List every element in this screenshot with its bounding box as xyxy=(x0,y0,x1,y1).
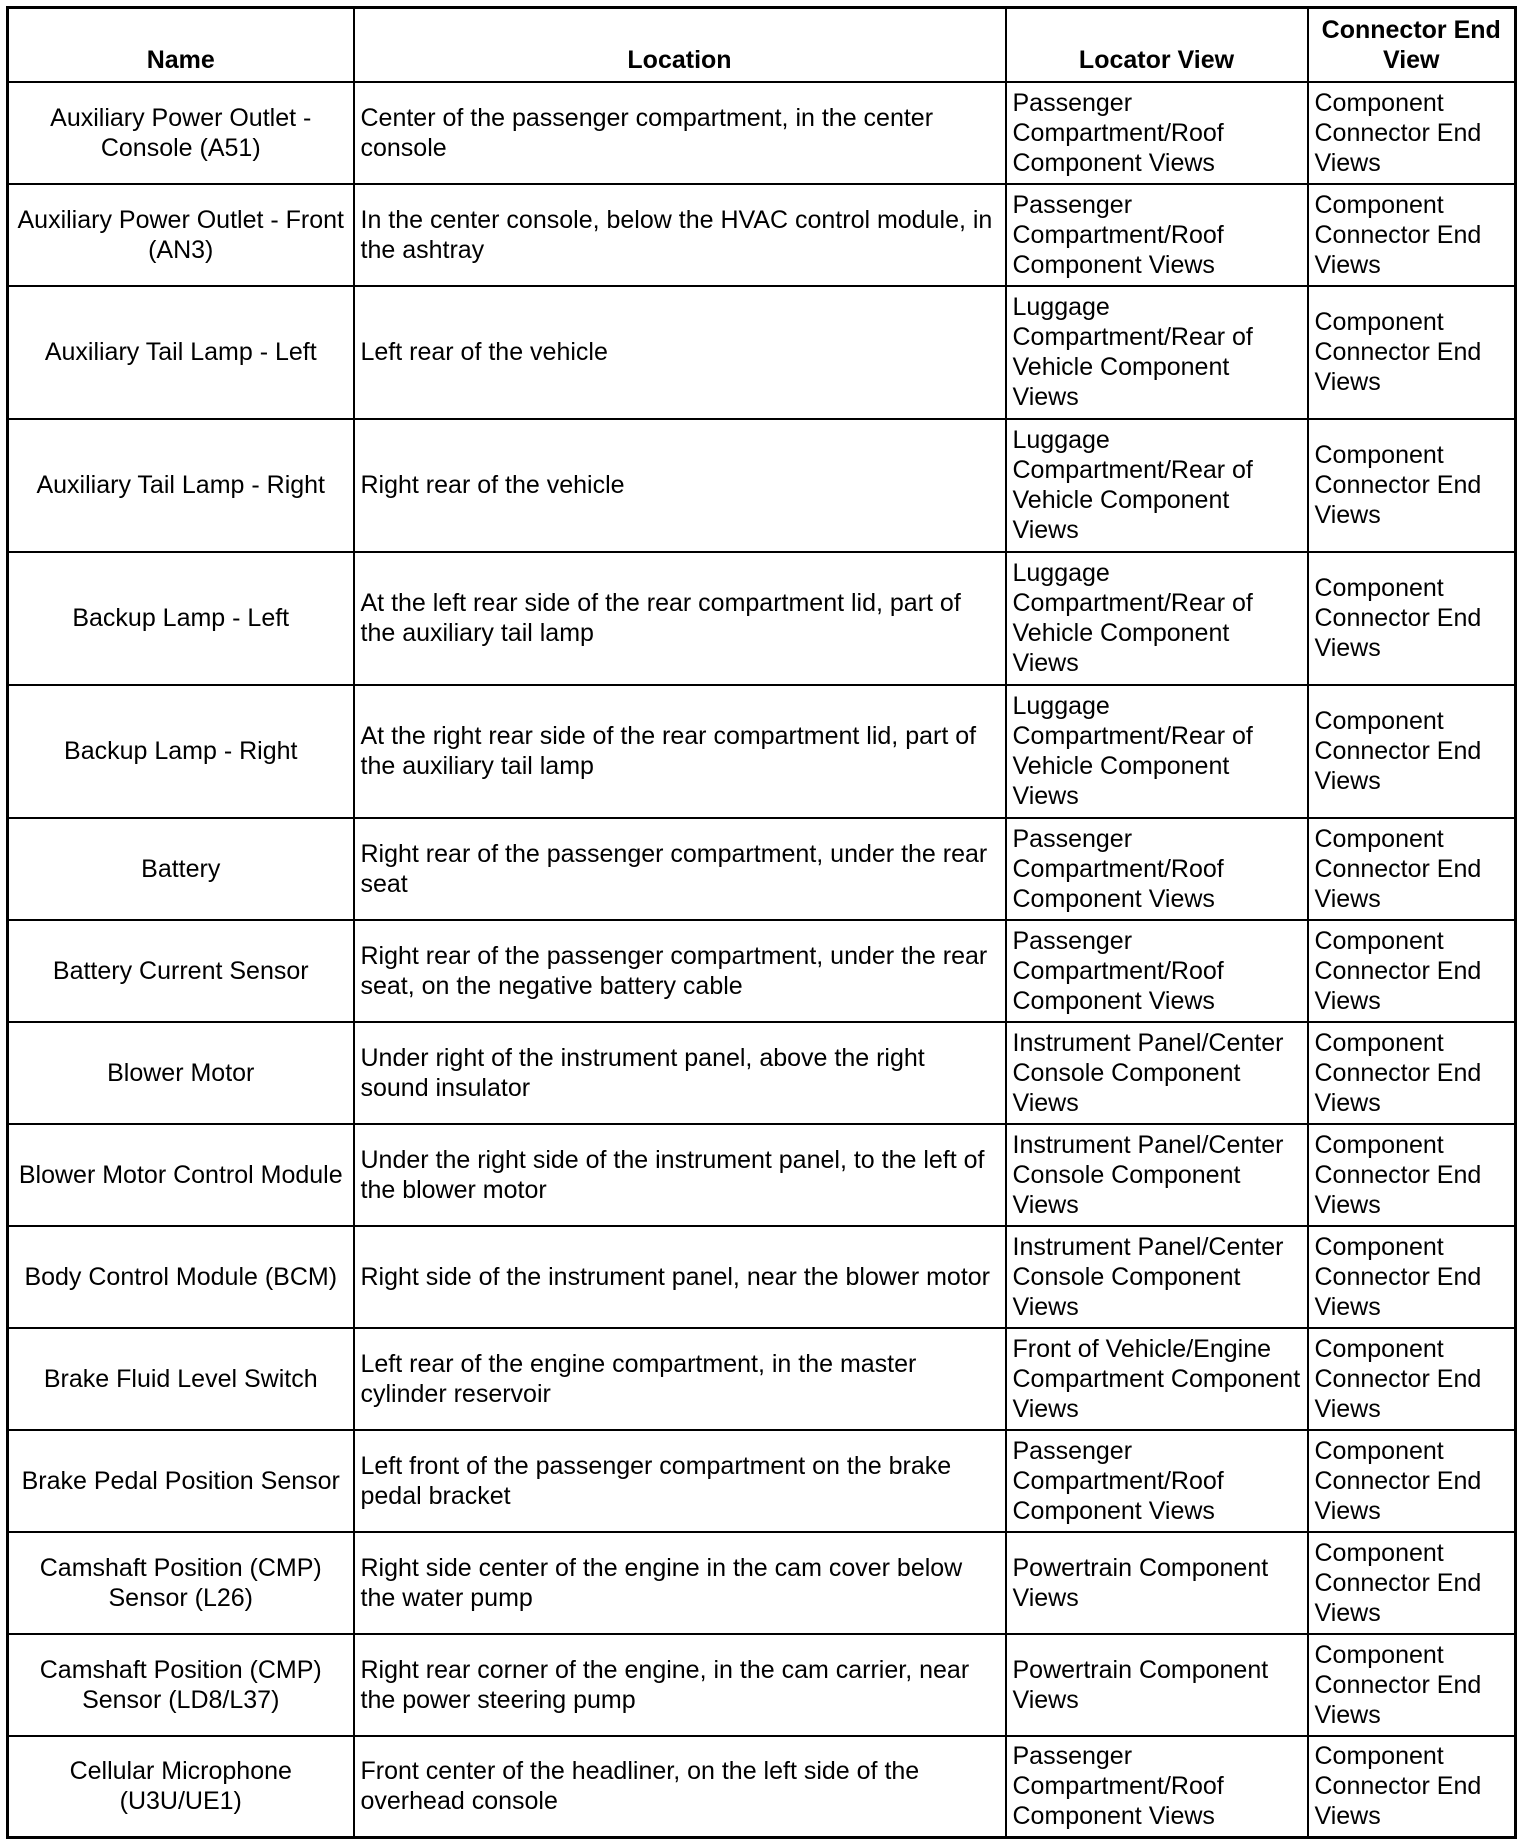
table-row xyxy=(8,1124,1516,1226)
cell-locator-view: Passenger Compartment/Roof Component Views xyxy=(1006,1736,1308,1838)
cell-locator-view: Powertrain Component Views xyxy=(1006,1532,1308,1634)
table-row xyxy=(8,1328,1516,1430)
header-row xyxy=(8,8,1516,82)
cell-locator-view: Passenger Compartment/Roof Component Views xyxy=(1006,818,1308,920)
table-row xyxy=(8,1736,1516,1838)
cell-connector-end-view: Component Connector End Views xyxy=(1308,920,1516,1022)
cell-locator-view: Passenger Compartment/Roof Component Views xyxy=(1006,920,1308,1022)
cell-locator-view: Passenger Compartment/Roof Component Views xyxy=(1006,1430,1308,1532)
cell-location: Left rear of the engine compartment, in the master cylinder reservoir xyxy=(354,1328,1006,1430)
cell-connector-end-view: Component Connector End Views xyxy=(1308,1124,1516,1226)
cell-location: Front center of the headliner, on the left side of the overhead console xyxy=(354,1736,1006,1838)
cell-name: Cellular Microphone (U3U/UE1) xyxy=(8,1736,354,1838)
table-row xyxy=(8,552,1516,685)
cell-name: Auxiliary Tail Lamp - Left xyxy=(8,286,354,419)
cell-location: Right rear of the passenger compartment, under the rear seat, on the negative battery cable xyxy=(354,920,1006,1022)
cell-name: Brake Fluid Level Switch xyxy=(8,1328,354,1430)
cell-connector-end-view: Component Connector End Views xyxy=(1308,1226,1516,1328)
cell-name: Backup Lamp - Left xyxy=(8,552,354,685)
cell-location: Right rear corner of the engine, in the cam carrier, near the power steering pump xyxy=(354,1634,1006,1736)
table-row xyxy=(8,1634,1516,1736)
cell-connector-end-view: Component Connector End Views xyxy=(1308,1736,1516,1838)
cell-name: Auxiliary Power Outlet - Console (A51) xyxy=(8,82,354,184)
cell-locator-view: Luggage Compartment/Rear of Vehicle Component Views xyxy=(1006,552,1308,685)
component-locator-table xyxy=(6,6,1517,1839)
header-location: Location xyxy=(354,8,1006,82)
header-locator-view: Locator View xyxy=(1006,8,1308,82)
cell-connector-end-view: Component Connector End Views xyxy=(1308,1430,1516,1532)
table-row xyxy=(8,184,1516,286)
cell-connector-end-view: Component Connector End Views xyxy=(1308,184,1516,286)
cell-location: Right side of the instrument panel, near the blower motor xyxy=(354,1226,1006,1328)
cell-name: Brake Pedal Position Sensor xyxy=(8,1430,354,1532)
header-name: Name xyxy=(8,8,354,82)
cell-connector-end-view: Component Connector End Views xyxy=(1308,818,1516,920)
cell-locator-view: Luggage Compartment/Rear of Vehicle Component Views xyxy=(1006,419,1308,552)
table-row xyxy=(8,1430,1516,1532)
cell-connector-end-view: Component Connector End Views xyxy=(1308,1022,1516,1124)
cell-locator-view: Passenger Compartment/Roof Component Views xyxy=(1006,82,1308,184)
cell-name: Body Control Module (BCM) xyxy=(8,1226,354,1328)
header-connector-end-view: Connector End View xyxy=(1308,8,1516,82)
cell-locator-view: Powertrain Component Views xyxy=(1006,1634,1308,1736)
cell-locator-view: Luggage Compartment/Rear of Vehicle Component Views xyxy=(1006,685,1308,818)
cell-location: At the right rear side of the rear compartment lid, part of the auxiliary tail lamp xyxy=(354,685,1006,818)
cell-location: Right rear of the vehicle xyxy=(354,419,1006,552)
table-row xyxy=(8,286,1516,419)
cell-locator-view: Instrument Panel/Center Console Component Views xyxy=(1006,1226,1308,1328)
cell-name: Auxiliary Tail Lamp - Right xyxy=(8,419,354,552)
cell-locator-view: Instrument Panel/Center Console Component Views xyxy=(1006,1124,1308,1226)
cell-connector-end-view: Component Connector End Views xyxy=(1308,82,1516,184)
table-row xyxy=(8,920,1516,1022)
cell-name: Battery Current Sensor xyxy=(8,920,354,1022)
cell-name: Backup Lamp - Right xyxy=(8,685,354,818)
cell-locator-view: Luggage Compartment/Rear of Vehicle Component Views xyxy=(1006,286,1308,419)
table-row xyxy=(8,1226,1516,1328)
cell-connector-end-view: Component Connector End Views xyxy=(1308,685,1516,818)
cell-connector-end-view: Component Connector End Views xyxy=(1308,1328,1516,1430)
cell-location: Left front of the passenger compartment on the brake pedal bracket xyxy=(354,1430,1006,1532)
cell-locator-view: Front of Vehicle/Engine Compartment Component Views xyxy=(1006,1328,1308,1430)
cell-location: Right side center of the engine in the cam cover below the water pump xyxy=(354,1532,1006,1634)
table-row xyxy=(8,685,1516,818)
cell-connector-end-view: Component Connector End Views xyxy=(1308,1634,1516,1736)
cell-location: Right rear of the passenger compartment, under the rear seat xyxy=(354,818,1006,920)
cell-location: Under the right side of the instrument panel, to the left of the blower motor xyxy=(354,1124,1006,1226)
cell-name: Blower Motor Control Module xyxy=(8,1124,354,1226)
cell-name: Battery xyxy=(8,818,354,920)
cell-locator-view: Instrument Panel/Center Console Component Views xyxy=(1006,1022,1308,1124)
cell-name: Camshaft Position (CMP) Sensor (LD8/L37) xyxy=(8,1634,354,1736)
cell-connector-end-view: Component Connector End Views xyxy=(1308,419,1516,552)
cell-location: Left rear of the vehicle xyxy=(354,286,1006,419)
table-row xyxy=(8,1022,1516,1124)
cell-location: Center of the passenger compartment, in the center console xyxy=(354,82,1006,184)
table-row xyxy=(8,818,1516,920)
cell-name: Blower Motor xyxy=(8,1022,354,1124)
table-row xyxy=(8,1532,1516,1634)
cell-location: At the left rear side of the rear compartment lid, part of the auxiliary tail lamp xyxy=(354,552,1006,685)
table-row xyxy=(8,419,1516,552)
cell-location: In the center console, below the HVAC control module, in the ashtray xyxy=(354,184,1006,286)
cell-location: Under right of the instrument panel, above the right sound insulator xyxy=(354,1022,1006,1124)
cell-locator-view: Passenger Compartment/Roof Component Views xyxy=(1006,184,1308,286)
table-row xyxy=(8,82,1516,184)
cell-connector-end-view: Component Connector End Views xyxy=(1308,286,1516,419)
cell-name: Camshaft Position (CMP) Sensor (L26) xyxy=(8,1532,354,1634)
cell-connector-end-view: Component Connector End Views xyxy=(1308,552,1516,685)
cell-connector-end-view: Component Connector End Views xyxy=(1308,1532,1516,1634)
cell-name: Auxiliary Power Outlet - Front (AN3) xyxy=(8,184,354,286)
